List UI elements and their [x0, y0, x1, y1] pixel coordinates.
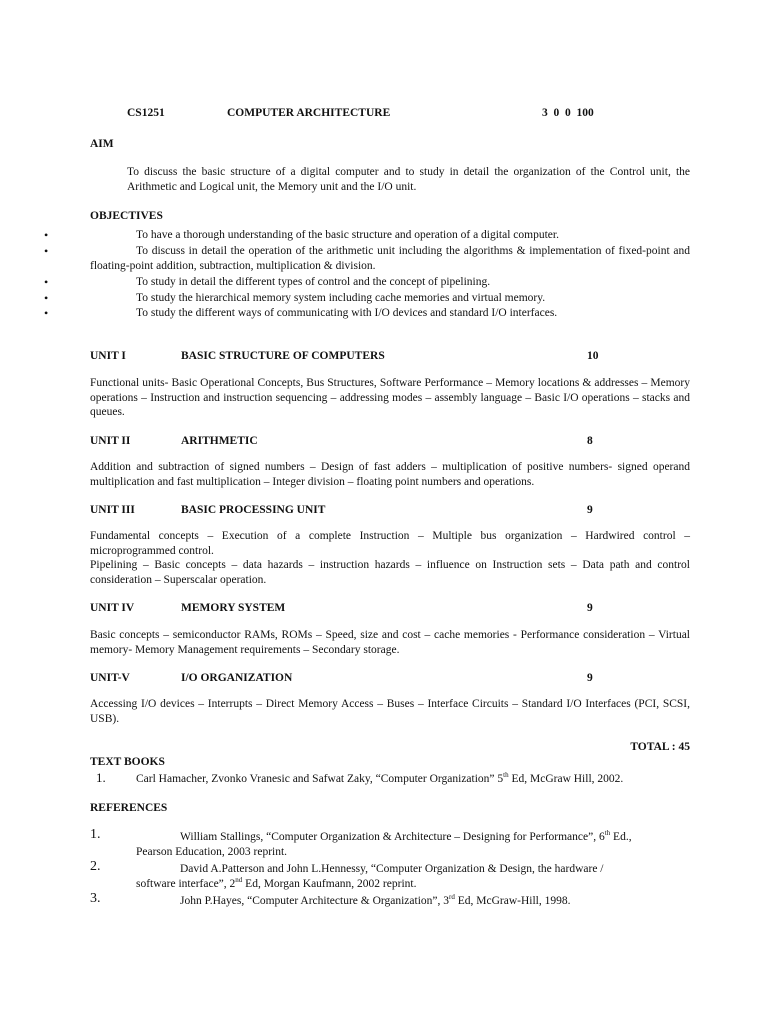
- course-credits: 3 0 0 100: [542, 107, 594, 119]
- unit-hours: 9: [587, 672, 593, 684]
- references-heading: REFERENCES: [90, 802, 168, 814]
- unit-title: BASIC STRUCTURE OF COMPUTERS: [181, 350, 385, 362]
- unit-content: Addition and subtraction of signed numbers – Design of fast adders – multiplication of positive numbers- signed operand multiplication and fast multiplication – Integer division – floating point numbers and operations.: [90, 461, 690, 488]
- unit-code: UNIT-V: [90, 672, 130, 684]
- aim-text: To discuss the basic structure of a digital computer and to study in detail the organization of the Control unit, the Arithmetic and Logical unit, the Memory unit and the I/O unit.: [127, 166, 690, 193]
- reference-item-continued: software interface”, 2nd Ed, Morgan Kaufmann, 2002 reprint.: [136, 876, 417, 890]
- unit-hours: 9: [587, 504, 593, 516]
- unit-content: Basic concepts – semiconductor RAMs, ROMs – Speed, size and cost – cache memories - Performance consideration – Virtual memory- Memory Management requirements – Secondary storage.: [90, 629, 690, 656]
- text-books-heading: TEXT BOOKS: [90, 756, 165, 768]
- objective-item: To have a thorough understanding of the basic structure and operation of a digital computer.: [136, 229, 559, 241]
- unit-hours: 9: [587, 602, 593, 614]
- course-title: COMPUTER ARCHITECTURE: [227, 107, 391, 119]
- unit-content: Functional units- Basic Operational Concepts, Bus Structures, Software Performance – Memory locations & addresses – Memory operations – Instruction and instruction sequencing – addressing modes – assembly language – Basic I/O operations – stacks and queues.: [90, 377, 690, 418]
- unit-title: MEMORY SYSTEM: [181, 602, 286, 614]
- unit-hours: 10: [587, 350, 599, 362]
- unit-title: BASIC PROCESSING UNIT: [181, 504, 326, 516]
- unit-code: UNIT III: [90, 504, 135, 516]
- objective-item: To study in detail the different types of control and the concept of pipelining.: [136, 276, 491, 288]
- unit-content: Accessing I/O devices – Interrupts – Direct Memory Access – Buses – Interface Circuits – Standard I/O Interfaces (PCI, SCSI, USB).: [90, 698, 690, 725]
- course-code: CS1251: [127, 107, 165, 119]
- bullet-icon: •: [44, 306, 49, 320]
- reference-item: William Stallings, “Computer Organization & Architecture – Designing for Performance”, 6th Ed.,: [180, 829, 632, 843]
- total-hours: TOTAL : 45: [630, 741, 690, 753]
- unit-title: I/O ORGANIZATION: [181, 672, 293, 684]
- unit-hours: 8: [587, 435, 593, 447]
- unit-code: UNIT I: [90, 350, 126, 362]
- objective-item: To study the different ways of communicating with I/O devices and standard I/O interfaces.: [136, 307, 558, 319]
- unit-code: UNIT II: [90, 435, 131, 447]
- text-book-item: Carl Hamacher, Zvonko Vranesic and Safwat Zaky, “Computer Organization” 5th Ed, McGraw Hill, 2002.: [136, 771, 624, 785]
- reference-item: John P.Hayes, “Computer Architecture & Organization”, 3rd Ed, McGraw-Hill, 1998.: [180, 893, 571, 907]
- unit-title: ARITHMETIC: [181, 435, 258, 447]
- objective-item: To discuss in detail the operation of the arithmetic unit including the algorithms & implementation of fixed-point and floating-point addition, subtraction, multiplication & division.: [90, 245, 690, 272]
- reference-number: 2.: [90, 859, 101, 874]
- bullet-icon: •: [44, 228, 49, 242]
- bullet-icon: •: [44, 244, 49, 258]
- objective-item: To study the hierarchical memory system including cache memories and virtual memory.: [136, 292, 546, 304]
- reference-item: David A.Patterson and John L.Hennessy, “Computer Organization & Design, the hardware /: [180, 863, 604, 875]
- unit-content: Pipelining – Basic concepts – data hazards – instruction hazards – influence on Instruction sets – Data path and control consideration – Superscalar operation.: [90, 559, 690, 586]
- reference-number: 1.: [90, 827, 101, 842]
- bullet-icon: •: [44, 275, 49, 289]
- reference-number: 3.: [90, 891, 101, 906]
- unit-code: UNIT IV: [90, 602, 135, 614]
- reference-item-continued: Pearson Education, 2003 reprint.: [136, 846, 288, 858]
- aim-heading: AIM: [90, 138, 114, 150]
- unit-content: Fundamental concepts – Execution of a complete Instruction – Multiple bus organization – Hardwired control – microprogrammed control.: [90, 530, 690, 557]
- objectives-heading: OBJECTIVES: [90, 210, 163, 222]
- text-book-number: 1.: [96, 770, 106, 785]
- bullet-icon: •: [44, 291, 49, 305]
